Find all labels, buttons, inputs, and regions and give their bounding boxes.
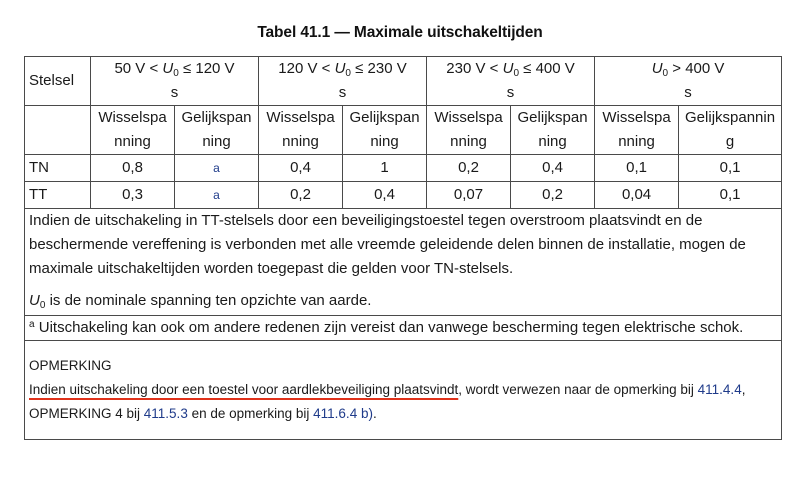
subheader-dc: Gelijkspan ning: [343, 106, 427, 155]
empty-cell: [25, 106, 91, 155]
footnote-ref-a[interactable]: a: [175, 155, 259, 182]
opmerking-row: [25, 341, 782, 440]
unit-label: s: [506, 84, 515, 101]
value-cell: 0,3: [91, 182, 175, 209]
value-cell: 0,1: [679, 155, 782, 182]
value-cell: 0,1: [595, 155, 679, 182]
link-411-4-4[interactable]: 411.4.4: [697, 382, 742, 397]
spellcheck-underlined-text[interactable]: Indien uitschakeling door een toestel voor aardlekbeveiliging plaatsvindt: [29, 382, 459, 397]
unit-label: s: [684, 84, 692, 101]
range-header-4: $U_0 > 400$ V s: [595, 57, 782, 106]
link-411-5-3[interactable]: 411.5.3: [143, 406, 188, 421]
value-cell: 0,4: [343, 182, 427, 209]
opmerking-text: Indien uitschakeling door een toestel voor aardlekbeveiliging plaatsvindt, wordt verwezen naar de opmerking bij 411.4.4, OPMERKING 4 bij 411.5.3 en de opmerking bij 411.6.4 b).: [29, 382, 746, 421]
value-cell: 0,04: [595, 182, 679, 209]
opmerking-cell: [25, 341, 782, 440]
table-row-tt: [25, 182, 782, 209]
subheader-ac: Wisselspa nning: [91, 106, 175, 155]
value-cell: 0,2: [427, 155, 511, 182]
value-cell: 0,1: [679, 182, 782, 209]
range-header-1: 50 $V < U_0 \le 120$ V s: [91, 57, 259, 106]
stelsel-header: Stelsel: [25, 57, 91, 106]
value-cell: 1: [343, 155, 427, 182]
range-header-3: 230 $V < U_0 \le 400$ V s: [427, 57, 595, 106]
table-row-tn: [25, 155, 782, 182]
footnote-ref-a[interactable]: a: [175, 182, 259, 209]
footnote-marker: a: [29, 319, 35, 330]
value-cell: 0,07: [427, 182, 511, 209]
value-cell: 0,4: [259, 155, 343, 182]
stelsel-cell: TT: [25, 182, 91, 209]
unit-label: s: [170, 84, 179, 101]
value-cell: 0,4: [511, 155, 595, 182]
stelsel-cell: TN: [25, 155, 91, 182]
disconnection-times-table: [24, 56, 782, 440]
table-title: Tabel 41.1 — Maximale uitschakeltijden: [257, 24, 543, 41]
range-header-2: 120 $V < U_0 \le 230$ V s: [259, 57, 427, 106]
header-row-current-types: [25, 106, 782, 155]
subheader-dc: Gelijkspan ning: [511, 106, 595, 155]
link-411-6-4-b[interactable]: 411.6.4 b): [313, 406, 373, 421]
footnote-text: Uitschakeling kan ook om andere redenen zijn vereist dan vanwege bescherming tegen elektrische schok.: [34, 319, 744, 336]
tt-note-paragraph: Indien de uitschakeling in TT-stelsels door een beveiligingstoestel tegen overstroom plaatsvindt en de beschermende vereffening is verbonden met alle vreemde geleidende delen binnen de installatie, mogen de maximale uitschakeltijden worden toegepast die gelden voor TN-stelsels.: [29, 212, 746, 277]
u0-definition: $U_0$ is de nominale spanning ten opzichte van aarde.: [29, 292, 372, 311]
notes-cell: [25, 209, 782, 316]
value-cell: 0,8: [91, 155, 175, 182]
subheader-dc: Gelijkspannin g: [679, 106, 782, 155]
footnote-cell: [25, 316, 782, 341]
header-row-ranges: [25, 57, 782, 106]
subheader-ac: Wisselspa nning: [427, 106, 511, 155]
value-cell: 0,2: [259, 182, 343, 209]
subheader-ac: Wisselspa nning: [595, 106, 679, 155]
unit-label: s: [338, 84, 347, 101]
footnote-row: [25, 316, 782, 341]
subheader-dc: Gelijkspan ning: [175, 106, 259, 155]
notes-row: [25, 209, 782, 316]
opmerking-heading: OPMERKING: [29, 358, 112, 373]
subheader-ac: Wisselspa nning: [259, 106, 343, 155]
value-cell: 0,2: [511, 182, 595, 209]
